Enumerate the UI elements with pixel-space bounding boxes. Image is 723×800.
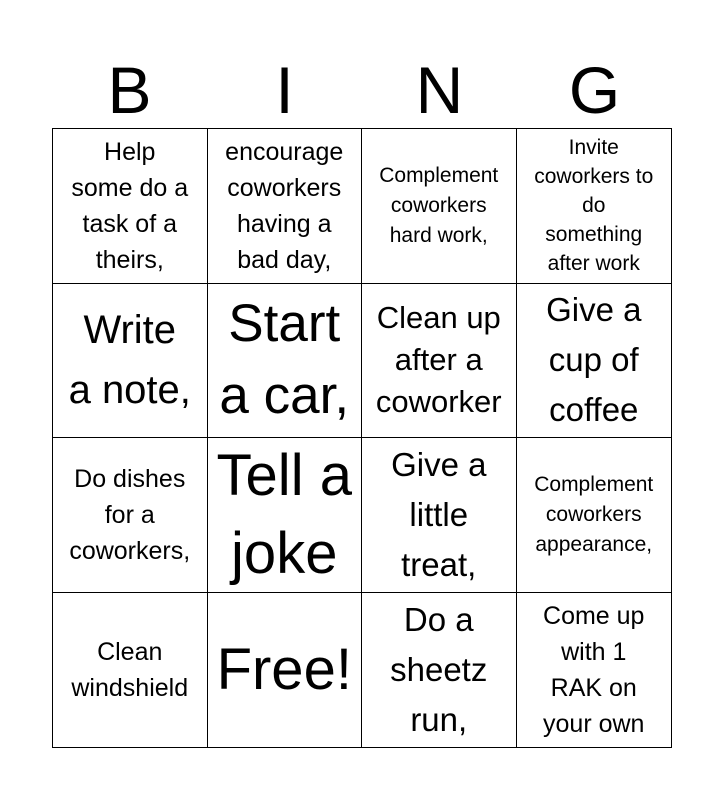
- bingo-cell[interactable]: [53, 438, 208, 593]
- cell-text: Help some do a task of a theirs,: [71, 137, 189, 274]
- cell-text: Free!: [216, 636, 352, 702]
- cell-text: Invite coworkers to do something after work: [534, 136, 654, 276]
- cell-text: Complement coworkers hard work,: [379, 163, 499, 247]
- cell-text: Tell a joke: [216, 442, 352, 586]
- bingo-cell[interactable]: [362, 593, 517, 748]
- cell-text: Complement coworkers appearance,: [534, 472, 654, 556]
- bingo-board: [52, 128, 672, 748]
- bingo-cell-free[interactable]: [208, 593, 363, 748]
- bingo-cell[interactable]: [208, 284, 363, 439]
- bingo-cell[interactable]: [53, 129, 208, 284]
- header-letter-b: B: [107, 53, 152, 127]
- bingo-cell[interactable]: [362, 284, 517, 439]
- cell-text: Clean up after a coworker: [375, 300, 502, 420]
- header-letter-g: G: [568, 53, 621, 127]
- cell-text: Start a car,: [219, 294, 350, 426]
- bingo-cell[interactable]: [517, 284, 672, 439]
- bingo-cell[interactable]: [517, 438, 672, 593]
- bingo-cell[interactable]: [517, 129, 672, 284]
- bingo-cell[interactable]: [517, 593, 672, 748]
- bingo-header: [52, 52, 672, 128]
- bingo-cell[interactable]: [208, 129, 363, 284]
- bingo-cell[interactable]: [208, 438, 363, 593]
- bingo-cell[interactable]: [362, 129, 517, 284]
- cell-text: Clean windshield: [71, 637, 189, 702]
- cell-text: Write a note,: [68, 308, 191, 413]
- header-letter-i: I: [275, 53, 294, 127]
- bingo-cell[interactable]: [53, 593, 208, 748]
- cell-text: Come up with 1 RAK on your own: [543, 601, 645, 738]
- header-letter-n: N: [415, 53, 464, 127]
- cell-text: encourage coworkers having a bad day,: [225, 137, 344, 274]
- cell-text: Give a little treat,: [391, 445, 487, 583]
- cell-text: Do a sheetz run,: [390, 600, 488, 738]
- bingo-cell[interactable]: [362, 438, 517, 593]
- cell-text: Give a cup of coffee: [546, 291, 642, 429]
- bingo-cell[interactable]: [53, 284, 208, 439]
- cell-text: Do dishes for a coworkers,: [69, 464, 191, 565]
